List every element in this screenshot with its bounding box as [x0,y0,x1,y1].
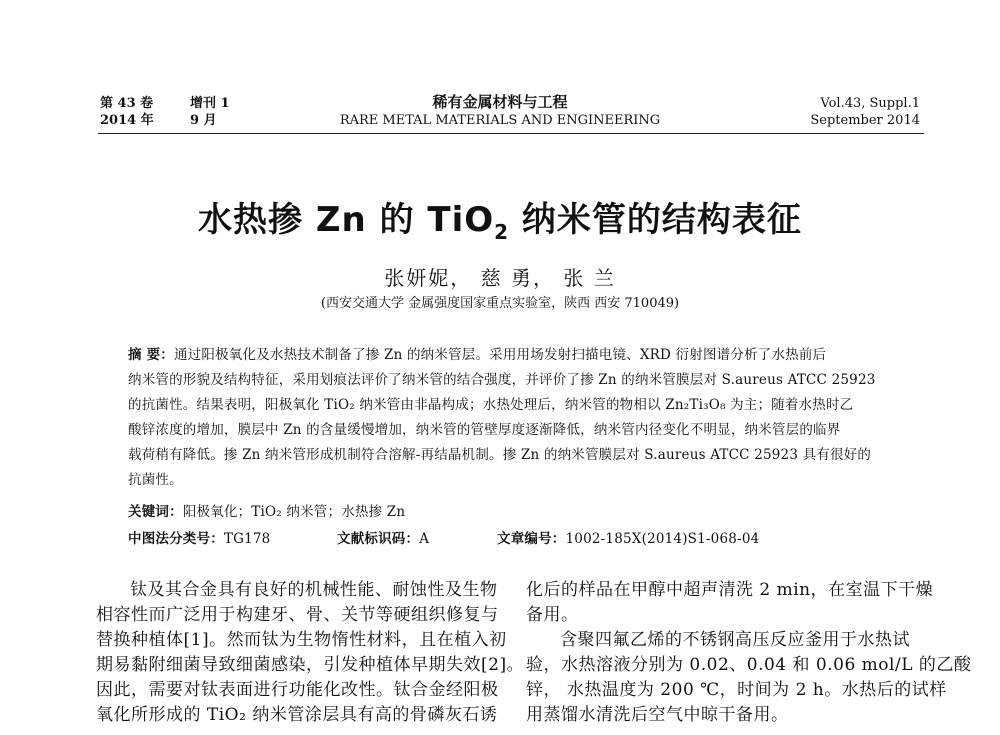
volume-number: 第 43 卷 [100,96,154,111]
body-line: 钛及其合金具有良好的机械性能、耐蚀性及生物 [130,580,498,600]
keywords [128,500,405,525]
paper-title [0,192,1000,244]
affiliation: (西安交通大学 金属强度国家重点实验室，陕西 西安 710049) [320,296,680,311]
body-line: 验，水热溶液分别为 0.02、0.04 和 0.06 mol/L 的乙酸 [526,655,972,675]
abstract [128,343,928,493]
clc-number [128,527,270,552]
body-line: 氧化所形成的 TiO₂ 纳米管涂层具有高的骨磷灰石诱 [96,705,498,725]
body-line: 替换种植体[1]。然而钛为生物惰性材料，且在植入初 [96,630,507,650]
body-right-column [526,578,972,728]
body-line: 化后的样品在甲醇中超声清洗 2 min，在室温下干燥 [526,580,934,600]
doc-value: A [419,531,430,547]
journal-title-cn: 稀有金属材料与工程 [432,93,568,111]
abstract-line: 的抗菌性。结果表明，阳极氧化 TiO₂ 纳米管由非晶构成；水热处理后，纳米管的物相以 Zn₂Ti₃O₈ 为主；随着水热时乙 [128,397,854,413]
body-line: 备用。 [526,605,579,625]
clc-value: TG178 [223,531,271,547]
article-number [497,527,759,552]
authors: 张妍妮， 慈 勇， 张 兰 [384,266,616,290]
abstract-line: 通过阳极氧化及水热技术制备了掺 Zn 的纳米管层。采用用场发射扫描电镜、XRD 衍射图谱分析了水热前后 [174,347,827,363]
title-suffix: 纳米管的结构表征 [509,200,802,240]
publication-year: 2014 年 [100,113,154,128]
date-en: September 2014 [810,113,920,128]
abstract-line: 酸锌浓度的增加，膜层中 Zn 的含量缓慢增加，纳米管的管壁厚度逐渐降低，纳米管内径变化不明显，纳米管层的临界 [128,422,841,438]
abstract-label: 摘 要： [128,347,174,363]
body-line: 用蒸馏水清洗后空气中晾干备用。 [526,705,789,725]
header-rule [98,133,924,134]
keywords-value: 阳极氧化；TiO₂ 纳米管；水热掺 Zn [182,504,406,520]
article-label: 文章编号： [497,531,566,547]
body-line: 含聚四氟乙烯的不锈钢高压反应釜用于水热试 [560,630,910,650]
keywords-label: 关键词： [128,504,183,520]
journal-title-en: RARE METAL MATERIALS AND ENGINEERING [339,113,661,128]
body-line: 期易黏附细菌导致细菌感染，引发种植体早期失效[2]。 [96,655,525,675]
body-line: 因此，需要对钛表面进行功能化改性。钛合金经阳极 [96,680,499,700]
body-line: 锌， 水热温度为 200 ℃，时间为 2 h。水热后的试样 [526,680,947,700]
abstract-line: 载荷稍有降低。掺 Zn 纳米管形成机制符合溶解-再结晶机制。掺 Zn 的纳米管膜层对 S.aureus ATCC 25923 具有很好的 [128,447,872,463]
document-code [337,527,429,552]
supplement-number: 增刊 1 [190,96,230,111]
title-subscript: 2 [494,219,510,244]
clc-label: 中图法分类号： [128,531,224,547]
doc-label: 文献标识码： [337,531,420,547]
publication-month: 9 月 [190,113,217,128]
volume-en: Vol.43, Suppl.1 [820,96,920,111]
abstract-line: 纳米管的形貌及结构特征，采用划痕法评价了纳米管的结合强度，并评价了掺 Zn 的纳米管膜层对 S.aureus ATCC 25923 [128,372,876,388]
body-line: 相容性而广泛用于构建牙、骨、关节等硬组织修复与 [96,605,499,625]
body-left-column [96,578,525,728]
abstract-line: 抗菌性。 [128,472,183,488]
article-value: 1002-185X(2014)S1-068-04 [565,531,760,547]
title-prefix: 水热掺 Zn 的 TiO [198,200,495,240]
